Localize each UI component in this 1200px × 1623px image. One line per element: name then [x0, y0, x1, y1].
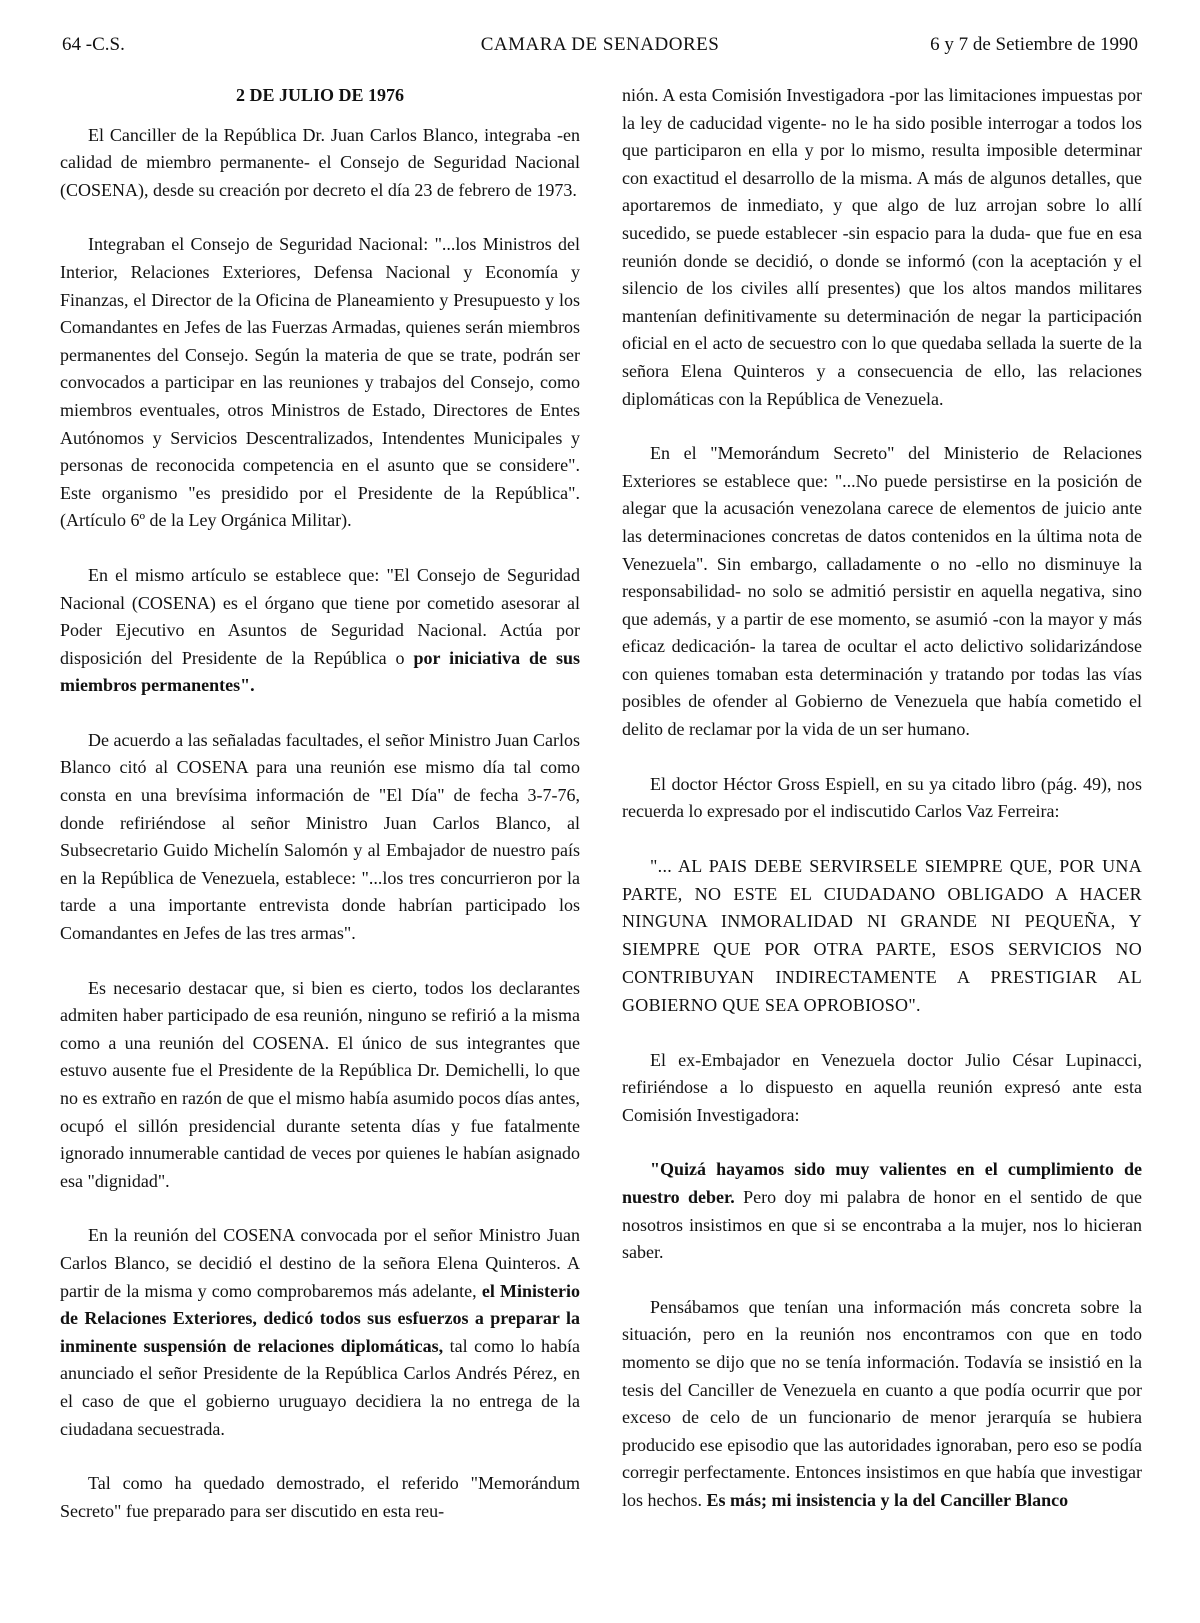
paragraph: [60, 562, 580, 700]
left-column: [60, 82, 580, 1552]
paragraph: De acuerdo a las señaladas facultades, el señor Ministro Juan Carlos Blanco citó al COSENA para una reunión ese mismo día tal como consta en una brevísima información de "El Día" de fecha 3-7-76, donde refiriéndose al señor Ministro Juan Carlos Blanco, al Subsecretario Guido Michelín Salomón y al Embajador de nuestro país en la República de Venezuela, establece: "...los tres concurrieron por la tarde a una importante entrevista donde habrían participado los Comandantes en Jefes de las tres armas".: [60, 729, 580, 944]
section-heading: 2 DE JULIO DE 1976: [235, 85, 405, 105]
bold-emphasis: "Quizá hayamos sido muy valientes en el cumplimiento de nuestro deber.: [622, 1159, 1142, 1207]
publication-title: CAMARA DE SENADORES: [480, 34, 720, 55]
paragraph: [622, 1294, 1142, 1515]
block-quote: "... AL PAIS DEBE SERVIRSELE SIEMPRE QUE, POR UNA PARTE, NO ESTE EL CIUDADANO OBLIGADO A HACER NINGUNA INMORALIDAD NI GRANDE NI PEQUEÑA, Y SIEMPRE QUE POR OTRA PARTE, ESOS SERVICIOS NO CONTRIBUYAN INDIRECTAMENTE A PRESTIGIAR AL GOBIERNO QUE SEA OPROBIOSO".: [622, 855, 1142, 1015]
paragraph-text: En el mismo artículo se establece que: "El Consejo de Seguridad Nacional (COSENA) es el órgano que tiene por cometido asesorar al Poder Ejecutivo en Asuntos de Seguridad Nacional. Actúa por disposición del Presidente de la República o: [60, 564, 580, 668]
bold-emphasis: el Ministerio de Relaciones Exteriores, dedicó todos sus esfuerzos a preparar la inminente suspensión de relaciones diplomáticas,: [60, 1280, 580, 1356]
session-date: 6 y 7 de Setiembre de 1990: [930, 34, 1138, 55]
paragraph: El Canciller de la República Dr. Juan Carlos Blanco, integraba -en calidad de miembro permanente- el Consejo de Seguridad Nacional (COSENA), desde su creación por decreto el día 23 de febrero de 1973.: [60, 124, 580, 200]
paragraph-text: tal como lo había anunciado el señor Presidente de la República Carlos Andrés Pérez, en el caso de que el gobierno uruguayo decidiera la no entrega de la ciudadana secuestrada.: [60, 1335, 580, 1439]
paragraph: Integraban el Consejo de Seguridad Nacional: "...los Ministros del Interior, Relaciones Exteriores, Defensa Nacional y Economía y Finanzas, el Director de la Oficina de Planeamiento y Presupuesto y los Comandantes en Jefes de las Fuerzas Armadas, quienes serán miembros permanentes del Consejo. Según la materia de que se trate, podrán ser convocados a participar en las reuniones y trabajos del Consejo, como miembros eventuales, otros Ministros de Estado, Directores de Entes Autónomos y Servicios Descentralizados, Intendentes Municipales y personas de reconocida competencia en el asunto que se considere". Este organismo "es presidido por el Presidente de la República". (Artículo 6º de la Ley Orgánica Militar).: [60, 234, 580, 531]
paragraph-text: Pensábamos que tenían una información más concreta sobre la situación, pero en la reunión nos encontramos con que en todo momento se dijo que no se tenía información. Todavía se insistió en la tesis del Canciller de Venezuela en cuanto a que podía ocurrir que por exceso de celo de un funcionario de menor jerarquía se hubiera producido ese episodio que las autoridades ignoraban, pero eso se podía corregir perfectamente. Entonces insistimos en que había que investigar los hechos.: [622, 1296, 1142, 1510]
right-column: [622, 82, 1142, 1542]
paragraph: En el "Memorándum Secreto" del Ministerio de Relaciones Exteriores se establece que: "...No puede persistirse en la posición de alegar que la acusación venezolana carece de elementos de juicio ante las determinaciones concretas de datos contenidos en la última nota de Venezuela". Sin embargo, calladamente o no -ello no disminuye la responsabilidad- no solo se admitió persistir en aquella negativa, sino que además, y a partir de ese momento, se asumió -con la mayor y más eficaz dedicación- la tarea de ocultar el acto delictivo solidarizándose con quienes tomaban esta determinación y tratando por todas las vías posibles de ofender al Gobierno de Venezuela que había cometido el delito de reclamar por la vida de un ser humano.: [622, 443, 1142, 740]
bold-emphasis: Es más; mi insistencia y la del Canciller Blanco: [706, 1489, 1069, 1510]
bold-emphasis: por iniciativa de sus miembros permanentes: [60, 647, 580, 696]
paragraph: El ex-Embajador en Venezuela doctor Julio César Lupinacci, refiriéndose a lo dispuesto en aquella reunión expresó ante esta Comisión Investigadora:: [622, 1049, 1142, 1125]
paragraph-text: Pero doy mi palabra de honor en el sentido de que nosotros insistimos en que si se encontraba a la mujer, nos lo hicieran saber.: [622, 1187, 1142, 1263]
paragraph-continued: nión. A esta Comisión Investigadora -por las limitaciones impuestas por la ley de caducidad vigente- no le ha sido posible interrogar a todos los que participaron en ella y por lo mismo, resulta imposible determinar con exactitud el desarrollo de la misma. A más de algunos detalles, que aportaremos de inmediato, y que algo de luz arrojan sobre lo allí sucedido, se puede establecer -sin espacio para la duda- que fue en esa reunión donde se decidió, o donde se informó (con la aceptación y el silencio de los civiles allí presentes) que los altos mandos militares mantenían definitivamente su determinación de negar la participación oficial en el acto de secuestro con lo que quedaba sellada la suerte de la señora Elena Quinteros y a consecuencia de ello, las relaciones diplomáticas con la República de Venezuela.: [622, 85, 1142, 409]
testimony-quote: [622, 1156, 1142, 1266]
paragraph: Tal como ha quedado demostrado, el referido "Memorándum Secreto" fue preparado para ser discutido en esta reu-: [60, 1473, 580, 1521]
page-header: [62, 34, 1138, 62]
paragraph: El doctor Héctor Gross Espiell, en su ya citado libro (pág. 49), nos recuerda lo expresado por el indiscutido Carlos Vaz Ferreira:: [622, 773, 1142, 822]
page-reference: 64 -C.S.: [62, 34, 125, 55]
paragraph: [60, 1222, 580, 1443]
paragraph-text: En la reunión del COSENA convocada por el señor Ministro Juan Carlos Blanco, se decidió el destino de la señora Elena Quinteros. A partir de la misma y como comprobaremos más adelante,: [60, 1225, 580, 1301]
paragraph: Es necesario destacar que, si bien es cierto, todos los declarantes admiten haber participado de esa reunión, ninguno se refirió a la misma como a una reunión del COSENA. El único de sus integrantes que estuvo ausente fue el Presidente de la República Dr. Demichelli, lo que no es extraño en razón de que el mismo había asumido pocos días antes, ocupó el sillón presidencial durante setenta días y fue fatalmente ignorado innumerable cantidad de veces por quienes le habían asignado esa "dignidad".: [60, 977, 580, 1191]
paragraph-text: ".: [240, 675, 255, 696]
